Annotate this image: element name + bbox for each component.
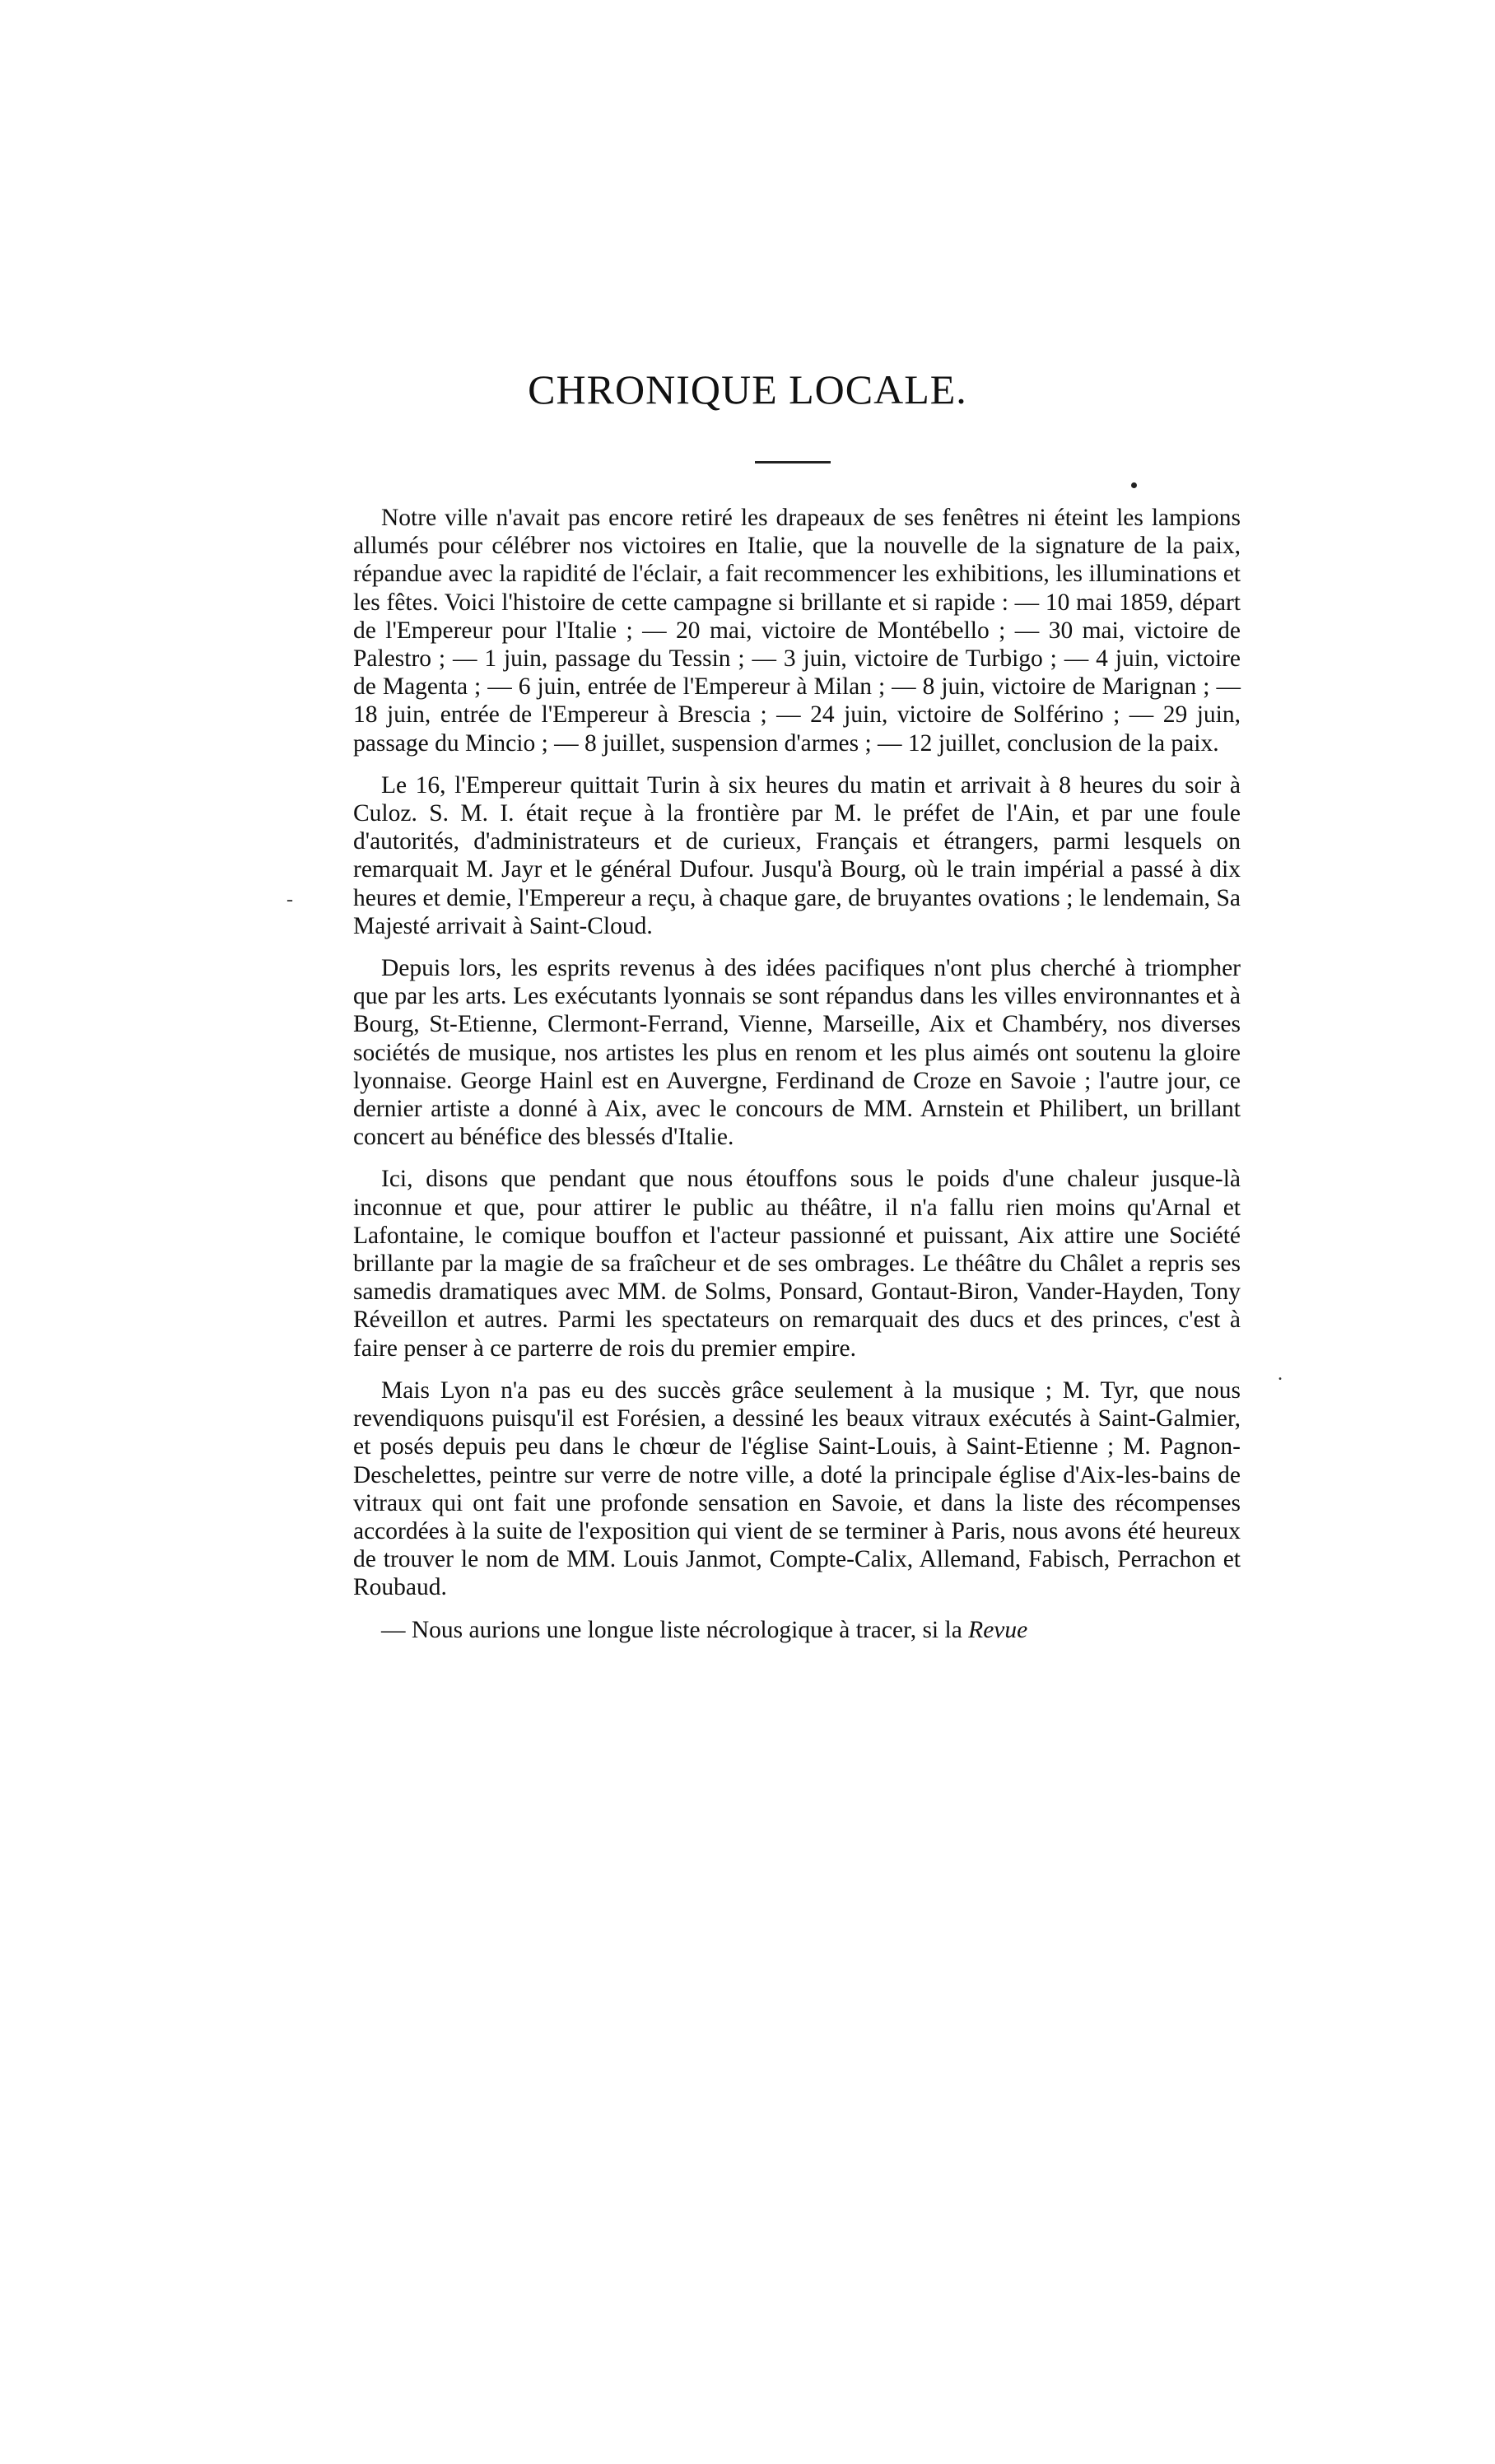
necrology-text: — Nous aurions une longue liste nécrologique à tracer, si la: [381, 1616, 969, 1643]
paragraph-campaign: Notre ville n'avait pas encore retiré les drapeaux de ses fenêtres ni éteint les lampions allumés pour célébrer nos victoires en Italie, que la nouvelle de la signature de la paix, répandue avec la rapidité de l'éclair, a fait recommencer les exhibitions, les illuminations et les fêtes. Voici l'histoire de cette campagne si brillante et si rapide : — 10 mai 1859, départ de l'Empereur pour l'Italie ; — 20 mai, victoire de Montébello ; — 30 mai, victoire de Palestro ; — 1 juin, passage du Tessin ; — 3 juin, victoire de Turbigo ; — 4 juin, victoire de Magenta ; — 6 juin, entrée de l'Empereur à Milan ; — 8 juin, victoire de Marignan ; — 18 juin, entrée de l'Empereur à Brescia ; — 24 juin, victoire de Solférino ; — 29 juin, passage du Mincio ; — 8 juillet, suspension d'armes ; — 12 juillet, conclusion de la paix.: [353, 505, 1241, 757]
ink-speck: [1131, 482, 1137, 488]
paragraph-stained-glass: Mais Lyon n'a pas eu des succès grâce seulement à la musique ; M. Tyr, que nous revendiquons puisqu'il est Forésien, a dessiné les beaux vitraux exécutés à Saint-Galmier, et posés depuis peu dans le chœur de l'église Saint-Louis, à Saint-Etienne ; M. Pagnon-Deschelettes, peintre sur verre de notre ville, a doté la principale église d'Aix-les-bains de vitraux qui ont fait une profonde sensation en Savoie, et dans la liste des récompenses accordées à la suite de l'exposition qui vient de se terminer à Paris, nous avons été heureux de trouver le nom de MM. Louis Janmot, Compte-Calix, Allemand, Fabisch, Perrachon et Roubaud.: [353, 1376, 1241, 1601]
paragraph-emperor-return: Le 16, l'Empereur quittait Turin à six heures du matin et arrivait à 8 heures du soir à Culoz. S. M. I. était reçue à la frontière par M. le préfet de l'Ain, et par une foule d'autorités, d'administrateurs et de curieux, Français et étrangers, parmi lesquels on remarquait M. Jayr et le général Dufour. Jusqu'à Bourg, où le train impérial a passé à dix heures et demie, l'Empereur a reçu, à chaque gare, de bruyantes ovations ; le lendemain, Sa Majesté arrivait à Saint-Cloud.: [353, 771, 1241, 939]
necrology-italic: Revue: [968, 1616, 1028, 1643]
article-body: [353, 504, 1241, 1644]
title-divider: [755, 461, 831, 463]
paragraph-aix-theatre: Ici, disons que pendant que nous étouffons sous le poids d'une chaleur jusque-là inconnue et que, pour attirer le public au théâtre, il n'a fallu rien moins qu'Arnal et Lafontaine, le comique bouffon et l'acteur passionné et puissant, Aix attire une Société brillante par la magie de sa fraîcheur et de ses ombrages. Le théâtre du Châlet a repris ses samedis dramatiques avec MM. de Solms, Ponsard, Gontaut-Biron, Vander-Hayden, Tony Réveillon et autres. Parmi les spectateurs on remarquait des ducs et des princes, c'est à faire penser à ce parterre de rois du premier empire.: [353, 1166, 1241, 1362]
paragraph-arts: Depuis lors, les esprits revenus à des idées pacifiques n'ont plus cherché à triompher que par les arts. Les exécutants lyonnais se sont répandus dans les villes environnantes et à Bourg, St-Etienne, Clermont-Ferrand, Vienne, Marseille, Aix et Chambéry, nos diverses sociétés de musique, nos artistes les plus en renom et les plus aimés ont soutenu la gloire lyonnaise. George Hainl est en Auvergne, Ferdinand de Croze en Savoie ; l'autre jour, ce dernier artiste a donné à Aix, avec le concours de MM. Arnstein et Philibert, un brillant concert au bénéfice des blessés d'Italie.: [353, 955, 1241, 1151]
margin-mark: .: [1278, 1363, 1283, 1385]
paragraph-necrology: [353, 1616, 1241, 1644]
margin-mark: -: [286, 889, 293, 911]
page-title: CHRONIQUE LOCALE.: [528, 366, 967, 412]
